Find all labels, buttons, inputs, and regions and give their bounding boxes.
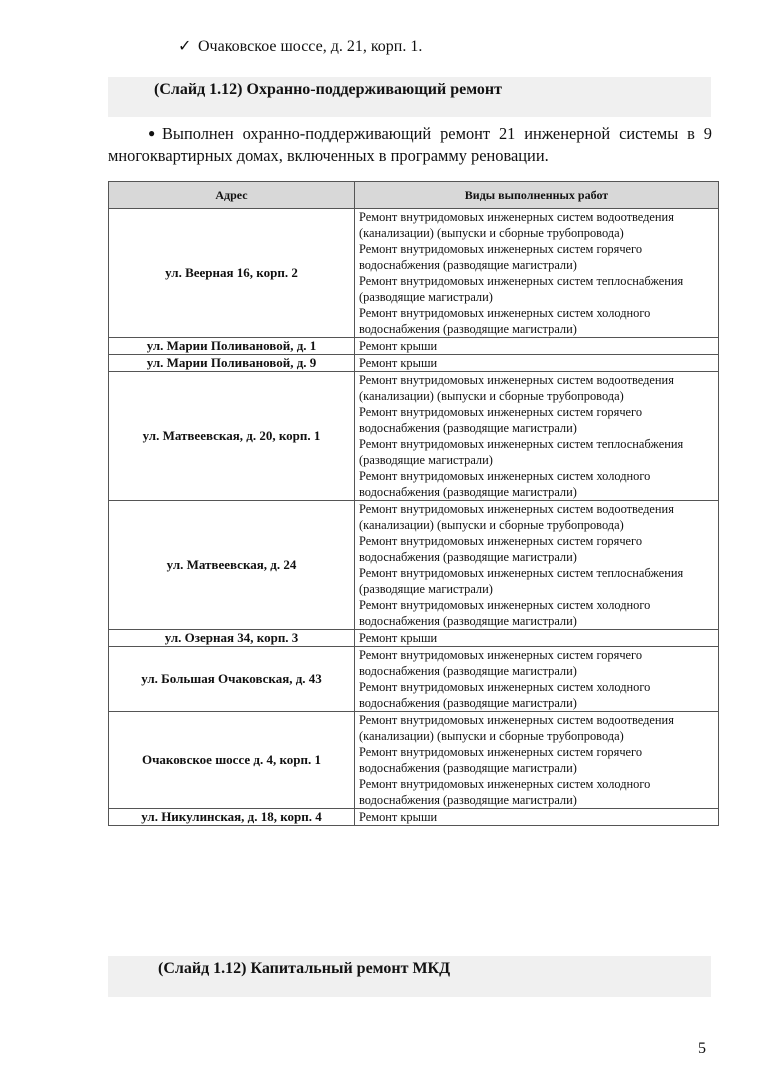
- work-item: Ремонт внутридомовых инженерных систем холодного водоснабжения (разводящие магистрали): [359, 777, 651, 807]
- work-item: Ремонт внутридомовых инженерных систем водоотведения (канализации) (выпуски и сборные трубопровода): [359, 502, 674, 532]
- summary-paragraph-text: Выполнен охранно-поддерживающий ремонт 21 инженерной системы в 9 многоквартирных домах, включенных в программу реновации.: [108, 124, 712, 165]
- work-item: Ремонт внутридомовых инженерных систем водоотведения (канализации) (выпуски и сборные трубопровода): [359, 373, 674, 403]
- address-cell: ул. Веерная 16, корп. 2: [109, 209, 355, 338]
- work-item: Ремонт крыши: [359, 356, 438, 370]
- column-header-works: Виды выполненных работ: [355, 182, 719, 209]
- page-number: 5: [698, 1040, 706, 1057]
- work-item: Ремонт внутридомовых инженерных систем холодного водоснабжения (разводящие магистрали): [359, 680, 651, 710]
- work-item: Ремонт внутридомовых инженерных систем холодного водоснабжения (разводящие магистрали): [359, 469, 651, 499]
- table-row: [109, 630, 719, 647]
- address-cell: ул. Большая Очаковская, д. 43: [109, 647, 355, 712]
- section-heading-maintenance: [108, 77, 711, 117]
- table-row: [109, 355, 719, 372]
- works-cell: [355, 712, 719, 809]
- work-item: Ремонт внутридомовых инженерных систем водоотведения (канализации) (выпуски и сборные трубопровода): [359, 210, 674, 240]
- work-item: Ремонт внутридомовых инженерных систем горячего водоснабжения (разводящие магистрали): [359, 405, 643, 435]
- work-item: Ремонт внутридомовых инженерных систем горячего водоснабжения (разводящие магистрали): [359, 745, 643, 775]
- works-cell: [355, 809, 719, 826]
- address-cell: ул. Марии Поливановой, д. 9: [109, 355, 355, 372]
- bullet-icon: ●: [148, 126, 156, 140]
- work-item: Ремонт крыши: [359, 810, 438, 824]
- summary-paragraph: [108, 122, 712, 167]
- works-cell: [355, 338, 719, 355]
- work-item: Ремонт внутридомовых инженерных систем горячего водоснабжения (разводящие магистрали): [359, 534, 643, 564]
- work-item: Ремонт внутридомовых инженерных систем теплоснабжения (разводящие магистрали): [359, 437, 684, 467]
- works-table-body: [109, 209, 719, 826]
- work-item: Ремонт внутридомовых инженерных систем горячего водоснабжения (разводящие магистрали): [359, 648, 643, 678]
- work-item: Ремонт внутридомовых инженерных систем холодного водоснабжения (разводящие магистрали): [359, 598, 651, 628]
- work-item: Ремонт внутридомовых инженерных систем теплоснабжения (разводящие магистрали): [359, 566, 684, 596]
- table-row: [109, 647, 719, 712]
- table-row: [109, 809, 719, 826]
- work-item: Ремонт крыши: [359, 631, 438, 645]
- works-cell: [355, 501, 719, 630]
- section-heading-capital-repair: [108, 956, 711, 997]
- checkmark-icon: ✓: [178, 38, 192, 55]
- work-item: Ремонт внутридомовых инженерных систем водоотведения (канализации) (выпуски и сборные трубопровода): [359, 713, 674, 743]
- work-item: Ремонт крыши: [359, 339, 438, 353]
- works-cell: [355, 209, 719, 338]
- column-header-address: Адрес: [109, 182, 355, 209]
- address-cell: Очаковское шоссе д. 4, корп. 1: [109, 712, 355, 809]
- address-cell: ул. Озерная 34, корп. 3: [109, 630, 355, 647]
- work-item: Ремонт внутридомовых инженерных систем теплоснабжения (разводящие магистрали): [359, 274, 684, 304]
- section-heading-text: (Слайд 1.12) Капитальный ремонт МКД: [158, 960, 451, 977]
- check-list-item-text: Очаковское шоссе, д. 21, корп. 1.: [198, 38, 423, 55]
- table-row: [109, 501, 719, 630]
- works-cell: [355, 355, 719, 372]
- work-item: Ремонт внутридомовых инженерных систем холодного водоснабжения (разводящие магистрали): [359, 306, 651, 336]
- table-row: [109, 338, 719, 355]
- works-table: [108, 181, 719, 826]
- table-row: [109, 712, 719, 809]
- work-item: Ремонт внутридомовых инженерных систем горячего водоснабжения (разводящие магистрали): [359, 242, 643, 272]
- works-cell: [355, 630, 719, 647]
- table-header-row: [109, 182, 719, 209]
- address-cell: ул. Марии Поливановой, д. 1: [109, 338, 355, 355]
- address-cell: ул. Матвеевская, д. 20, корп. 1: [109, 372, 355, 501]
- works-cell: [355, 647, 719, 712]
- check-list-item: [178, 36, 422, 56]
- table-row: [109, 372, 719, 501]
- address-cell: ул. Матвеевская, д. 24: [109, 501, 355, 630]
- section-heading-text: (Слайд 1.12) Охранно-поддерживающий ремонт: [154, 81, 502, 98]
- address-cell: ул. Никулинская, д. 18, корп. 4: [109, 809, 355, 826]
- table-row: [109, 209, 719, 338]
- works-cell: [355, 372, 719, 501]
